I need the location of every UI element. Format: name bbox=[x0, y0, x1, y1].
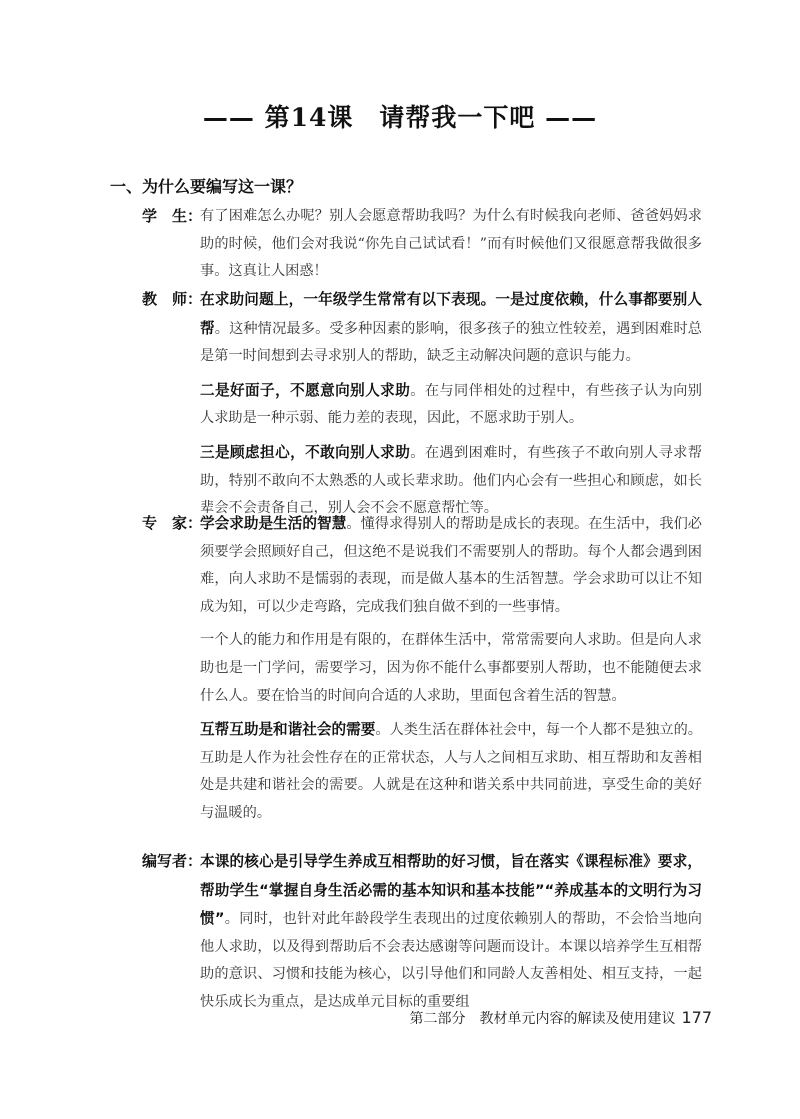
speaker-expert: 专 家： bbox=[142, 514, 203, 532]
expert-p3-text: 。人类生活在群体社会中，每一个人都不是独立的。互助是人作为社会性存在的正常状态，人与人之间相互求助、相互帮助和友善相处是共建和谐社会的需要。人就是在这种和谐关系中共同前进，享受生命的美好与温暖的。 bbox=[200, 722, 702, 821]
footer-text: 第二部分 教材单元内容的解读及使用建议 bbox=[409, 1011, 676, 1027]
teacher-p2-text: 。在与同伴相处的过程中，有些孩子认为向别人求助是一种示弱、能力差的表现，因此，不愿求助于别人。 bbox=[200, 382, 702, 427]
writer-p1-text: 。同时，也针对此年龄段学生表现出的过度依赖别人的帮助，不会恰当地向他人求助，以及得到帮助后不会表达感谢等问题而设计。本课以培养学生互相帮助的意识、习惯和技能为核心，以引导他们和同龄人友善相处、相互支持，一起快乐成长为重点，是达成单元目标的重要组 bbox=[200, 911, 702, 1010]
page-number: 177 bbox=[681, 1008, 712, 1027]
writer-p1-bold: 本课的核心是引导学生养成互相帮助的好习惯，旨在落实《课程标准》要求，帮助学生“掌握自身生活必需的基本知识和基本技能”“养成基本的文明行为习惯” bbox=[200, 853, 702, 928]
expert-paragraph-2: 一个人的能力和作用是有限的，在群体生活中，常常需要向人求助。但是向人求助也是一门学问，需要学习，因为你不能什么事都要别人帮助，也不能随便去求什么人。要在恰当的时间向合适的人求助，里面包含着生活的智慧。 bbox=[200, 632, 702, 704]
expert-p1-text: 。懂得求得别人的帮助是成长的表现。在生活中，我们必须要学会照顾好自己，但这绝不是说我们不需要别人的帮助。每个人都会遇到困难，向人求助不是懦弱的表现，而是做人基本的生活智慧。学会求助可以让不知成为知，可以少走弯路，完成我们独自做不到的一些事情。 bbox=[200, 516, 702, 615]
speaker-student: 学 生： bbox=[142, 207, 203, 225]
teacher-p1-bold: 在求助问题上，一年级学生常常有以下表现。一是过度依赖，什么事都要别人帮 bbox=[200, 291, 702, 337]
teacher-p2-bold: 二是好面子，不愿意向别人求助 bbox=[200, 381, 411, 399]
student-block bbox=[142, 203, 702, 286]
teacher-p3-text: 。在遇到困难时，有些孩子不敢向别人寻求帮助，特别不敢向不太熟悉的人或长辈求助。他们内心会有一些担心和顾虑，如长辈会不会责备自己，别人会不会不愿意帮忙等。 bbox=[200, 444, 702, 517]
speaker-writer: 编写者： bbox=[142, 852, 203, 870]
expert-p1-bold: 学会求助是生活的智慧 bbox=[200, 515, 347, 532]
student-text: 有了困难怎么办呢？别人会愿意帮助我吗？为什么有时候我向老师、爸爸妈妈求助的时候，他们会对我说“你先自己试试看！”而有时候他们又很愿意帮我做很多事。这真让人困惑！ bbox=[200, 208, 702, 280]
page-footer bbox=[409, 1008, 712, 1028]
writer-paragraph-1 bbox=[200, 848, 702, 1017]
page-title: —— 第14课 请帮我一下吧 —— bbox=[202, 103, 598, 132]
speaker-teacher: 教 师： bbox=[142, 290, 203, 308]
teacher-p3-bold: 三是顾虑担心，不敢向别人求助 bbox=[200, 443, 411, 461]
expert-block bbox=[142, 510, 702, 828]
expert-paragraph-1 bbox=[200, 510, 702, 621]
expert-p3-bold: 互帮互助是和谐社会的需要 bbox=[200, 721, 376, 739]
teacher-paragraph-1 bbox=[200, 286, 702, 371]
teacher-block bbox=[142, 286, 702, 523]
writer-block bbox=[142, 848, 702, 1017]
teacher-paragraph-2 bbox=[200, 377, 702, 433]
section-heading: 一、为什么要编写这一课？ bbox=[110, 177, 303, 196]
teacher-p1-text: 。这种情况最多。受多种因素的影响，很多孩子的独立性较差，遇到困难时总是第一时间想到去寻求别人的帮助，缺乏主动解决问题的意识与能力。 bbox=[200, 320, 702, 365]
expert-paragraph-3 bbox=[200, 716, 702, 827]
